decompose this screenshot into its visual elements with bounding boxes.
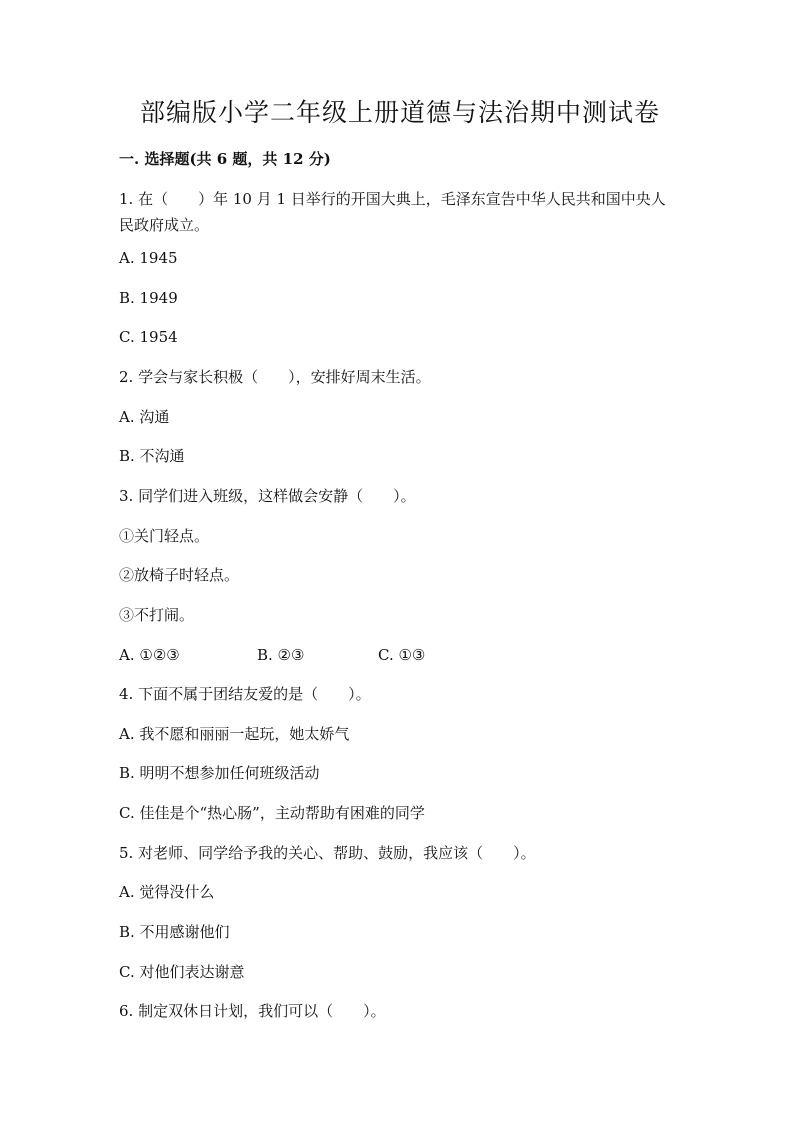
question-6-stem: 6. 制定双休日计划，我们可以（ ）。 [119,1002,386,1020]
question-2-option-a: A. 沟通 [119,408,170,426]
question-2-option-b: B. 不沟通 [119,447,185,465]
question-4-option-a: A. 我不愿和丽丽一起玩，她太娇气 [119,725,350,743]
question-1-option-b: B. 1949 [119,289,178,307]
question-1-option-a: A. 1945 [119,249,178,267]
question-5-stem: 5. 对老师、同学给予我的关心、帮助、鼓励，我应该（ ）。 [119,844,536,862]
question-3-option-c: C. ①③ [378,646,426,664]
question-4-stem: 4. 下面不属于团结友爱的是（ ）。 [119,685,371,703]
page-title: 部编版小学二年级上册道德与法治期中测试卷 [139,98,660,127]
question-5-option-b: B. 不用感谢他们 [119,923,230,941]
question-1-stem: 1. 在（ ）年 10 月 1 日举行的开国大典上，毛泽东宣告中华人民共和国中央人民政府成立。 [119,190,666,234]
question-4-option-c: C. 佳佳是个“热心肠”，主动帮助有困难的同学 [119,804,425,822]
question-1-option-c: C. 1954 [119,328,178,346]
question-3-stem: 3. 同学们进入班级，这样做会安静（ ）。 [119,487,416,505]
question-3-statement-1: ①关门轻点。 [119,527,210,545]
question-5-option-a: A. 觉得没什么 [119,883,215,901]
question-3-statement-3: ③不打闹。 [119,606,195,624]
question-3-option-a: A. ①②③ [119,646,180,664]
question-4-option-b: B. 明明不想参加任何班级活动 [119,764,320,782]
question-2-stem: 2. 学会与家长积极（ ），安排好周末生活。 [119,368,431,386]
question-5-option-c: C. 对他们表达谢意 [119,963,245,981]
question-3-option-b: B. ②③ [257,646,305,664]
question-3-statement-2: ②放椅子时轻点。 [119,566,240,584]
section-header: 一. 选择题(共 6 题，共 12 分) [119,150,331,168]
